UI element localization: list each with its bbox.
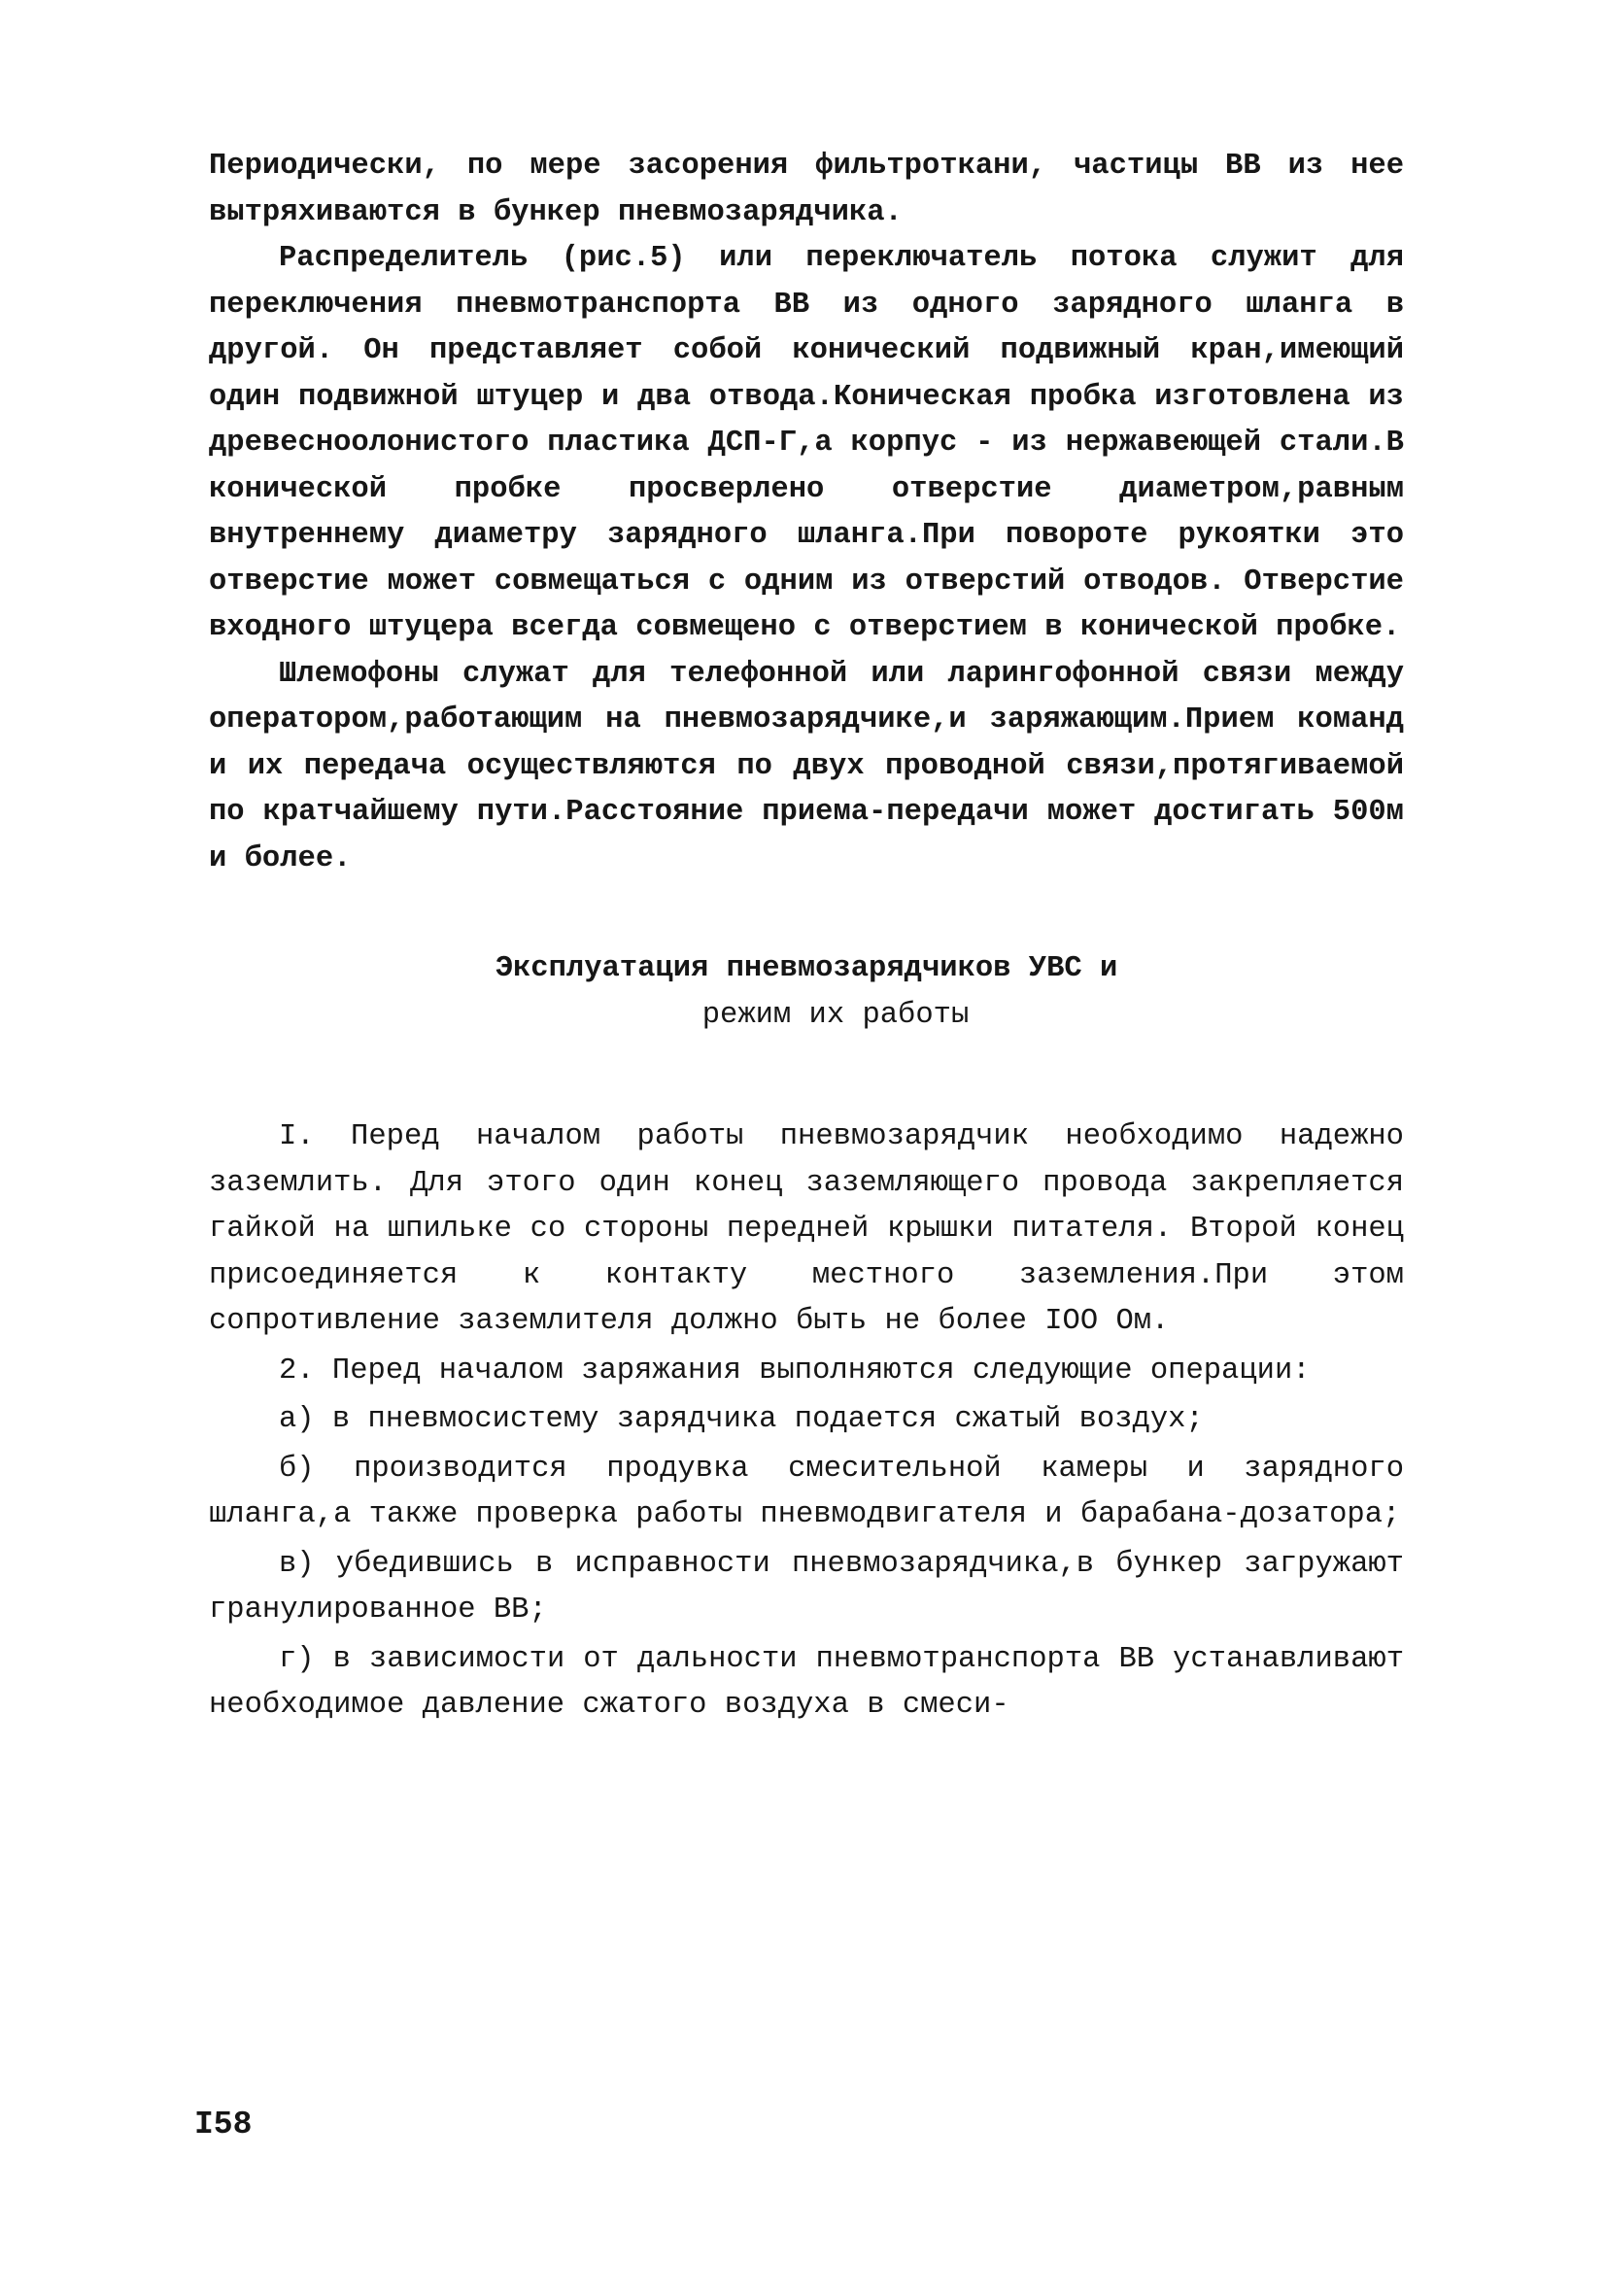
list-item-g: г) в зависимости от дальности пневмотранспорта ВВ устанавливают необходимое давление сжатого воздуха в смеси- [209, 1642, 1404, 1722]
page-body [209, 144, 1404, 1730]
section-heading-line-1: Эксплуатация пневмозарядчиков УВС и [495, 952, 1118, 985]
list-item-b: б) производится продувка смесительной камеры и зарядного шланга,а также проверка работы пневмодвигателя и барабана-дозатора; [209, 1452, 1404, 1531]
paragraph-distributor: Распределитель (рис.5) или переключатель потока служит для переключения пневмотранспорта ВВ из одного зарядного шланга в другой. Он представляет собой конический подвижный кран,имеющий один подвижной штуцер и два отвода.Коническая пробка изготовлена из древесноолонистого пластика ДСП-Г,а корпус - из нержавеющей стали.В конической пробке просверлено отверстие диаметром,равным внутреннему диаметру зарядного шланга.При повороте рукоятки это отверстие может совмещаться с одним из отверстий отводов. Отверстие входного штуцера всегда совмещено с отверстием в конической пробке. [209, 242, 1404, 644]
page-number: I58 [194, 2107, 253, 2142]
paragraph-headsets: Шлемофоны служат для телефонной или ларингофонной связи между оператором,работающим на пневмозарядчике,и заряжающим.Прием команд и их передача осуществляются по двух проводной связи,протягиваемой по кратчайшему пути.Расстояние приема-передачи может достигать 500м и более. [209, 657, 1404, 875]
section-heading [209, 946, 1404, 1039]
paragraph-filter-cloth: Периодически, по мере засорения фильтроткани, частицы ВВ из нее вытряхиваются в бункер пневмозарядчика. [209, 150, 1404, 229]
list-item-v: в) убедившись в исправности пневмозарядчика,в бункер загружают гранулированное ВВ; [209, 1547, 1404, 1627]
list-item-a: а) в пневмосистему зарядчика подается сжатый воздух; [279, 1403, 1204, 1436]
paragraph-item-1-grounding: I. Перед началом работы пневмозарядчик необходимо надежно заземлить. Для этого один конец заземляющего провода закрепляется гайкой на шпильке со стороны передней крышки питателя. Второй конец присоединяется к контакту местного заземления.При этом сопротивление заземлителя должно быть не более IOO Ом. [209, 1120, 1404, 1338]
paragraph-item-2-operations: 2. Перед началом заряжания выполняются следующие операции: [279, 1354, 1311, 1388]
section-heading-line-2: режим их работы [701, 998, 970, 1032]
